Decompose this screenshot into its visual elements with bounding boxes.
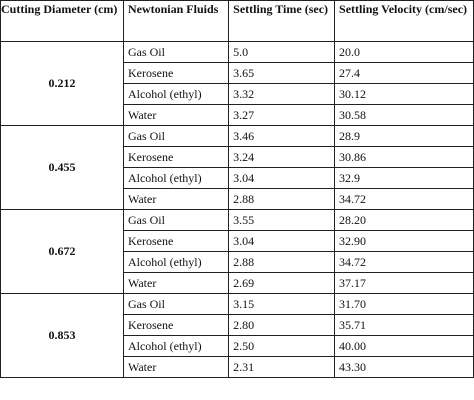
settling-velocity-cell: 30.12 (335, 84, 474, 105)
settling-time-cell: 3.27 (229, 105, 335, 126)
cutting-diameter-cell: 0.455 (1, 126, 124, 210)
fluid-cell: Kerosene (123, 147, 228, 168)
settling-velocity-cell: 40.00 (335, 336, 474, 357)
table-body (1, 42, 474, 378)
fluid-cell: Water (123, 105, 228, 126)
fluid-cell: Gas Oil (123, 126, 228, 147)
fluid-cell: Water (123, 189, 228, 210)
settling-time-cell: 2.88 (229, 189, 335, 210)
settling-time-cell: 2.31 (229, 357, 335, 378)
settling-velocity-cell: 27.4 (335, 63, 474, 84)
header-settling-time: Settling Time (sec) (229, 1, 335, 42)
table-header (1, 1, 474, 42)
settling-velocity-cell: 28.9 (335, 126, 474, 147)
fluid-cell: Water (123, 357, 228, 378)
settling-velocity-cell: 30.58 (335, 105, 474, 126)
settling-time-cell: 2.80 (229, 315, 335, 336)
header-newtonian-fluids: Newtonian Fluids (123, 1, 228, 42)
header-settling-velocity: Settling Velocity (cm/sec) (335, 1, 474, 42)
fluid-cell: Alcohol (ethyl) (123, 252, 228, 273)
settling-time-cell: 3.65 (229, 63, 335, 84)
settling-velocity-cell: 32.90 (335, 231, 474, 252)
fluid-cell: Gas Oil (123, 294, 228, 315)
table-row (1, 210, 474, 231)
settling-velocity-cell: 31.70 (335, 294, 474, 315)
settling-velocity-cell: 35.71 (335, 315, 474, 336)
header-cutting-diameter: Cutting Diameter (cm) (1, 1, 124, 42)
fluid-cell: Alcohol (ethyl) (123, 84, 228, 105)
settling-velocity-cell: 43.30 (335, 357, 474, 378)
fluid-cell: Kerosene (123, 315, 228, 336)
settling-velocity-cell: 32.9 (335, 168, 474, 189)
table-row (1, 294, 474, 315)
fluid-cell: Kerosene (123, 63, 228, 84)
settling-time-cell: 3.55 (229, 210, 335, 231)
settling-velocity-cell: 34.72 (335, 252, 474, 273)
fluid-cell: Alcohol (ethyl) (123, 168, 228, 189)
settling-time-cell: 2.69 (229, 273, 335, 294)
cutting-diameter-cell: 0.212 (1, 42, 124, 126)
header-row (1, 1, 474, 42)
settling-time-cell: 3.15 (229, 294, 335, 315)
fluid-cell: Water (123, 273, 228, 294)
cutting-diameter-cell: 0.853 (1, 294, 124, 378)
fluid-cell: Gas Oil (123, 42, 228, 63)
fluid-cell: Kerosene (123, 231, 228, 252)
table-row (1, 42, 474, 63)
settling-velocity-cell: 34.72 (335, 189, 474, 210)
cutting-diameter-cell: 0.672 (1, 210, 124, 294)
table-row (1, 126, 474, 147)
settling-time-cell: 3.32 (229, 84, 335, 105)
fluid-cell: Gas Oil (123, 210, 228, 231)
settling-time-cell: 3.46 (229, 126, 335, 147)
settling-velocity-cell: 20.0 (335, 42, 474, 63)
fluid-cell: Alcohol (ethyl) (123, 336, 228, 357)
settling-time-cell: 3.04 (229, 231, 335, 252)
settling-velocity-cell: 30.86 (335, 147, 474, 168)
settling-velocity-cell: 28.20 (335, 210, 474, 231)
settling-time-cell: 2.88 (229, 252, 335, 273)
settling-time-cell: 3.04 (229, 168, 335, 189)
settling-time-cell: 5.0 (229, 42, 335, 63)
settling-time-cell: 2.50 (229, 336, 335, 357)
settling-time-cell: 3.24 (229, 147, 335, 168)
settling-velocity-cell: 37.17 (335, 273, 474, 294)
